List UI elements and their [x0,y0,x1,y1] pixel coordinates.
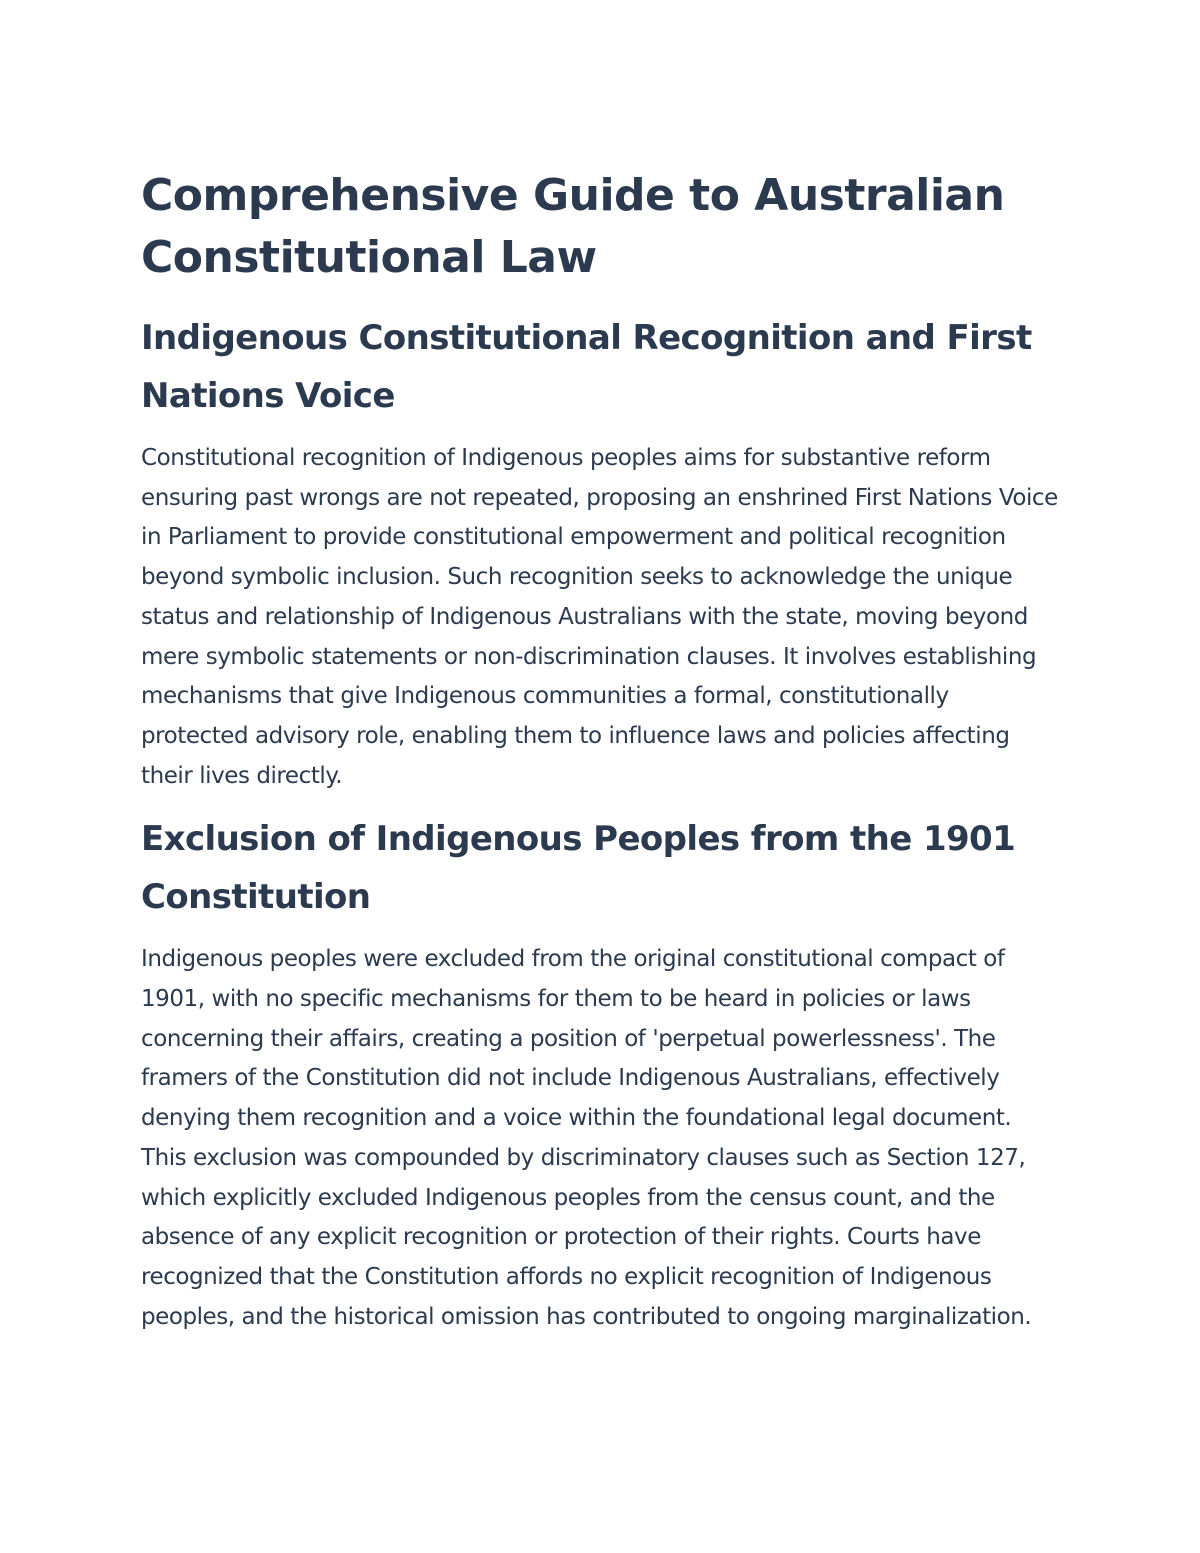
section-paragraph: Indigenous peoples were excluded from the original constitutional compact of 1901, with no specific mechanisms for them to be heard in policies or laws concerning their affairs, creating a position of 'perpetual powerlessness'. The framers of the Constitution did not include Indigenous Australians, effectively denying them recognition and a voice within the foundational legal document. This exclusion was compounded by discriminatory clauses such as Section 127, which explicitly excluded Indigenous peoples from the census count, and the absence of any explicit recognition or protection of their rights. Courts have recognized that the Constitution affords no explicit recognition of Indigenous peoples, and the historical omission has contributed to ongoing marginalization. [141,946,1032,1330]
section-indigenous-recognition [141,309,1061,796]
section-heading: Indigenous Constitutional Recognition and First Nations Voice [141,318,1032,416]
section-paragraph: Constitutional recognition of Indigenous peoples aims for substantive reform ensuring past wrongs are not repeated, proposing an enshrined First Nations Voice in Parliament to provide constitutional empowerment and political recognition beyond symbolic inclusion. Such recognition seeks to acknowledge the unique status and relationship of Indigenous Australians with the state, moving beyond mere symbolic statements or non-discrimination clauses. It involves establishing mechanisms that give Indigenous communities a formal, constitutionally protected advisory role, enabling them to influence laws and policies affecting their lives directly. [141,445,1058,789]
document-title: Comprehensive Guide to Australian Constitutional Law [141,170,1005,283]
section-exclusion-1901 [141,810,1061,1337]
document-page [141,165,1061,1351]
section-heading: Exclusion of Indigenous Peoples from the 1901 Constitution [141,819,1016,918]
